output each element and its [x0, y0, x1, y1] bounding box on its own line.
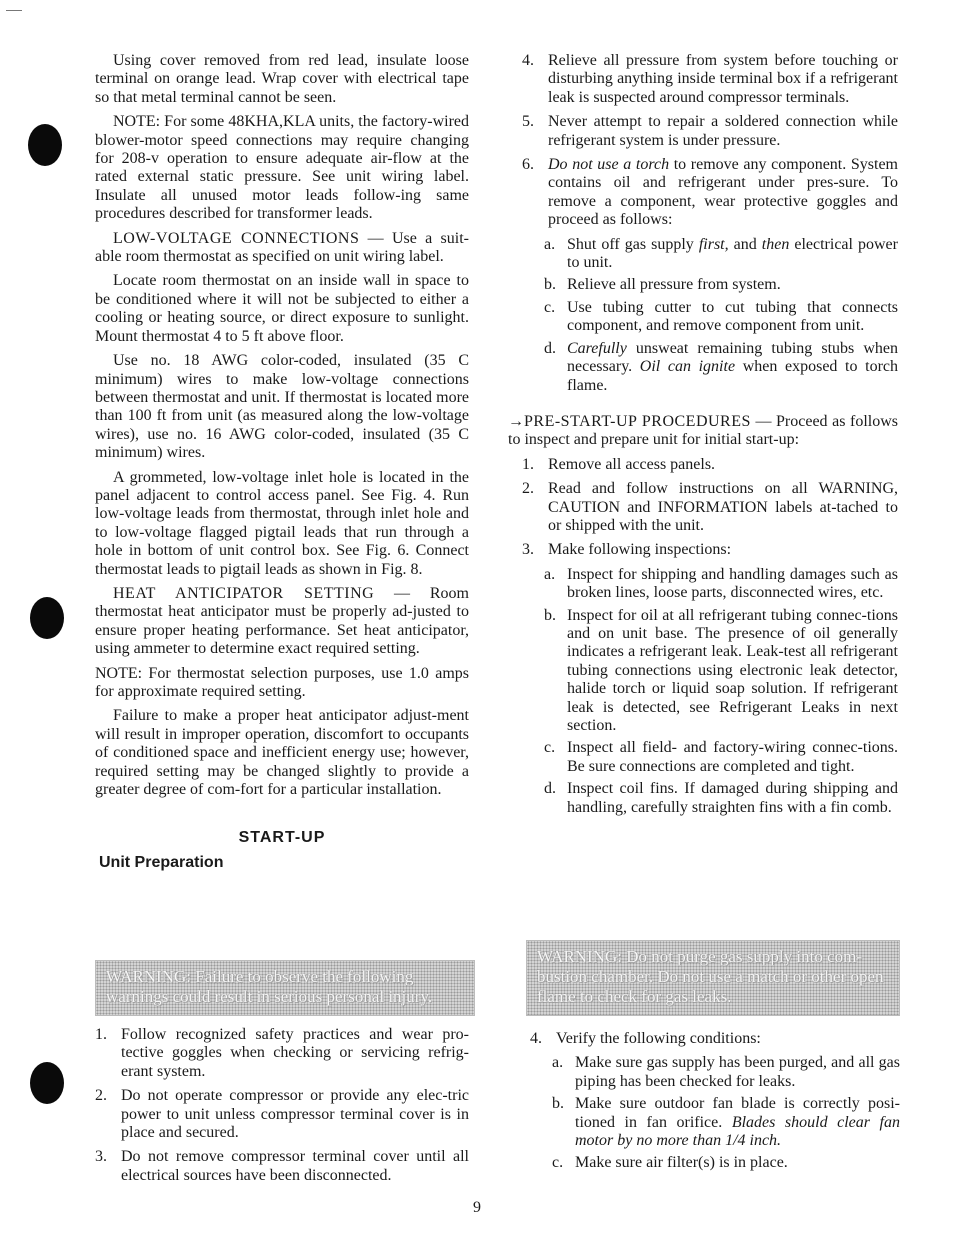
- list-number: 1.: [522, 455, 534, 473]
- emphasis-text: Do not use a torch: [548, 156, 670, 174]
- list-item: [530, 1030, 900, 1048]
- safety-list: [95, 1026, 469, 1191]
- list-number: 3.: [95, 1148, 107, 1166]
- pre-start-up-heading: PRE-START-UP PROCEDURES: [524, 412, 751, 430]
- list-text: Do not operate compressor or provide any elec-tric power to unit unless compressor terminal cover is in place and secured.: [121, 1087, 469, 1142]
- low-voltage-heading: LOW-VOLTAGE CONNECTIONS: [113, 229, 360, 247]
- paragraph-failure-adjust: Failure to make a proper heat anticipator adjust-ment will result in improper operation, discomfort to occupants of conditioned space and inefficient energy use; however, required setting may be changed slightly to provide a greater degree of com-fort for a particular installation.: [95, 707, 469, 799]
- sub-list-letter: d.: [544, 780, 556, 798]
- sub-list-letter: b.: [544, 606, 556, 624]
- sub-list-text: Inspect for oil at all refrigerant tubing connec-tions and on unit base. The presence of oil generally indicates a refrigerant leak. Leak-test all refrigerant tubing connections using electronic leak detector, halide torch or liquid soap solution. If refrigerant leak is detected, see Refrigerant Leaks in next section.: [567, 606, 898, 734]
- emphasis-text: first,: [698, 235, 729, 253]
- sub-list-letter: c.: [544, 739, 556, 757]
- list-number: 2.: [95, 1087, 107, 1105]
- sub-list-text: Relieve all pressure from system.: [567, 276, 781, 294]
- warning-box-gas-purge: WARNING: Do not purge gas supply into com-bustion chamber. Do not use a match or other open flame to check for gas leaks.: [526, 940, 900, 1016]
- pre-start-up-paragraph: [508, 413, 898, 450]
- warning-box-personal-injury: WARNING: Failure to observe the following warnings could result in serious personal injury.: [95, 960, 475, 1016]
- emphasis-text: then: [761, 235, 790, 253]
- heat-anticipator-text: — Room thermostat heat anticipator must be properly ad-justed to ensure proper heating performance. Set heat anticipator, using ammeter to determine exact required setting.: [95, 584, 469, 658]
- pre-start-up-text: — Proceed as follows to inspect and prepare unit for initial start-up:: [508, 412, 899, 449]
- sub-list-text: Inspect all field- and factory-wiring connec-tions. Be sure connections are completed and tight.: [567, 739, 898, 775]
- sub-list-text: [567, 340, 898, 395]
- sub-list-letter: a.: [552, 1054, 564, 1072]
- list-item: [95, 1148, 469, 1185]
- verify-section: [530, 1030, 900, 1177]
- text-run: electrical power to unit.: [567, 235, 898, 272]
- sub-list-item: [544, 566, 898, 603]
- paragraph-thermostat-location: Locate room thermostat on an inside wall in space to be conditioned where it will not be subjected to either a cooling or heating source, or direct exposure to sunlight. Mount thermostat 4 to 5 ft above floor.: [95, 272, 469, 345]
- heat-anticipator-paragraph: [95, 585, 469, 659]
- list-number: 4.: [530, 1030, 542, 1047]
- sub-list-text: Inspect for shipping and handling damages such as broken lines, loose parts, disconnected wires, etc.: [567, 565, 898, 602]
- list-text: Make following inspections:: [548, 541, 732, 559]
- text-run: and: [728, 235, 762, 253]
- sub-list-item: [552, 1054, 900, 1091]
- paragraph-insulate-terminal: Using cover removed from red lead, insulate loose terminal on orange lead. Wrap cover with electrical tape so that metal terminal cannot be seen.: [95, 52, 469, 106]
- sub-list-text: [575, 1095, 900, 1150]
- paragraph-inlet-hole: A grommeted, low-voltage inlet hole is located in the panel adjacent to control access panel. See Fig. 4. Run low-voltage leads from thermostat, through inlet hole and to low-voltage flagged pigtail leads that run through a hole in bottom of unit control box. See Fig. 6. Connect thermostat leads to pigtail leads as shown in Fig. 8.: [95, 468, 469, 578]
- list-item: [522, 52, 898, 107]
- sub-list-item: [544, 739, 898, 776]
- page-number: 9: [473, 1199, 481, 1216]
- text-run: Shut off gas supply: [567, 235, 699, 253]
- sub-list-text: Inspect coil fins. If damaged during shipping and handling, carefully straighten fins with a fin comb.: [567, 780, 898, 816]
- list-item: [522, 541, 898, 559]
- list-text: [548, 156, 898, 230]
- low-voltage-paragraph: [95, 230, 469, 267]
- text-run: when exposed to torch flame.: [567, 358, 899, 394]
- sub-list-text: Use tubing cutter to cut tubing that connects component, and remove component from unit.: [567, 298, 898, 335]
- list-item: [95, 1087, 469, 1142]
- note-blower-motor: NOTE: For some 48KHA,KLA units, the factory-wired blower-motor speed connections may require changing for 208-v operation to ensure adequate air-flow at the rated external static pressure. See unit wiring label. Insulate all unused motor leads follow-ing same procedures described for transformer leads.: [95, 113, 469, 223]
- heat-anticipator-heading: HEAT ANTICIPATOR SETTING: [113, 584, 375, 602]
- list-number: 1.: [95, 1026, 107, 1043]
- list-item: [522, 156, 898, 230]
- list-text: Read and follow instructions on all WARNING, CAUTION and INFORMATION labels at-tached to or shipped with the unit.: [548, 480, 898, 534]
- emphasis-text: Blades should clear fan motor by no more than 1/4 inch.: [575, 1113, 900, 1150]
- binder-hole-2: [30, 597, 64, 639]
- sub-list-text: [567, 236, 898, 273]
- corner-mark: [6, 10, 22, 11]
- list-text-rest: to remove any component. System contains oil and refrigerant under pres-sure. To remove a component, wear protective goggles and proceed as follows:: [548, 156, 899, 229]
- note-thermostat-selection: NOTE: For thermostat selection purposes, use 1.0 amps for approximate required setting.: [95, 664, 469, 700]
- list-item: [522, 113, 898, 150]
- list-item: [522, 456, 898, 474]
- list-text: Do not remove compressor terminal cover until all electrical sources have been disconnected.: [121, 1148, 469, 1184]
- emphasis-text: Carefully: [567, 339, 627, 357]
- list-number: 2.: [522, 480, 534, 498]
- sub-list-item: [544, 340, 898, 395]
- sub-list-item: [544, 276, 898, 294]
- revision-arrow-icon: →: [508, 412, 524, 430]
- sub-list-letter: c.: [552, 1154, 564, 1172]
- paragraph-wire-gauge: Use no. 18 AWG color-coded, insulated (35 C minimum) wires to make low-voltage connections between thermostat and unit. If thermostat is located more than 100 ft from unit (as measured along the low-voltage wires), use no. 16 AWG color-coded, insulated (35 C minimum) wires.: [95, 352, 469, 462]
- binder-hole-1: [28, 124, 62, 166]
- text-run: unsweat remaining tubing stubs when necessary.: [567, 339, 898, 376]
- emphasis-text: Oil can ignite: [639, 358, 736, 376]
- list-text: Remove all access panels.: [548, 455, 716, 473]
- binder-hole-3: [30, 1062, 64, 1104]
- unit-preparation-heading: Unit Preparation: [99, 853, 224, 871]
- list-text: Follow recognized safety practices and wear pro-tective goggles when checking or servicing refrig-erant system.: [121, 1026, 469, 1080]
- list-number: 5.: [522, 113, 534, 131]
- sub-list-item: [544, 236, 898, 273]
- sub-list-item: [552, 1154, 900, 1172]
- right-column: [508, 52, 899, 821]
- list-item: [522, 480, 898, 535]
- sub-list-text: Make sure gas supply has been purged, and all gas piping has been checked for leaks.: [575, 1054, 900, 1090]
- startup-heading: START-UP: [238, 829, 326, 847]
- sub-list-item: [544, 299, 898, 336]
- sub-list-item: [552, 1095, 900, 1150]
- list-number: 4.: [522, 52, 534, 69]
- sub-list-letter: c.: [544, 298, 556, 316]
- sub-list-letter: b.: [552, 1095, 564, 1113]
- list-text: Never attempt to repair a soldered connection while refrigerant system is under pressure.: [548, 113, 898, 149]
- list-text: Verify the following conditions:: [556, 1030, 761, 1047]
- sub-list-letter: a.: [544, 565, 556, 583]
- left-column: [95, 52, 469, 876]
- list-item: [95, 1026, 469, 1081]
- sub-list-text: Make sure air filter(s) is in place.: [575, 1154, 788, 1172]
- low-voltage-text: — Use a suit-able room thermostat as specified on unit wiring label.: [95, 229, 469, 266]
- list-number: 3.: [522, 541, 534, 559]
- sub-list-item: [544, 607, 898, 736]
- text-run: Make sure outdoor fan blade is correctly posi-tioned in fan orifice.: [575, 1095, 900, 1131]
- sub-list-letter: b.: [544, 276, 556, 294]
- sub-list-letter: d.: [544, 339, 556, 357]
- sub-list-letter: a.: [544, 235, 556, 253]
- list-number: 6.: [522, 156, 534, 174]
- list-text: Relieve all pressure from system before touching or disturbing anything inside terminal box if a refrigerant leak is suspected around compressor terminals.: [548, 52, 898, 106]
- sub-list-item: [544, 780, 898, 817]
